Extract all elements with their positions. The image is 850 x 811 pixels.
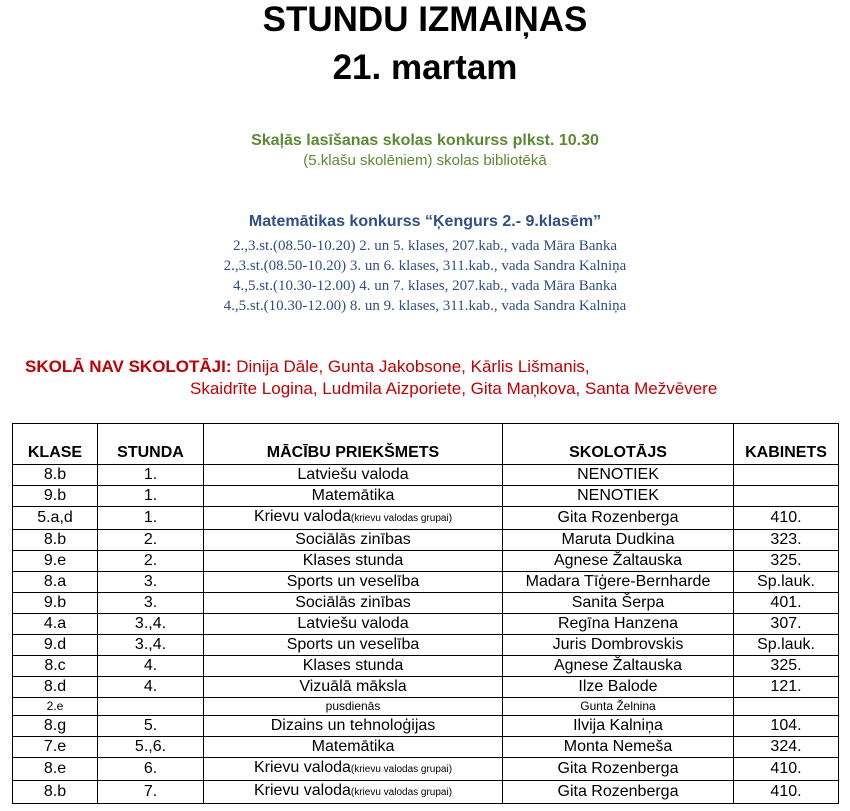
- cell-teacher: Agnese Žaltauska: [503, 551, 734, 572]
- subject-name: Sports un veselība: [286, 573, 420, 590]
- cell-subject: [204, 698, 503, 716]
- absent-teachers-line2: Skaidrīte Logina, Ludmila Aizporiete, Gita Maņkova, Santa Mežvēvere: [190, 379, 718, 398]
- cell-klase: 8.b: [13, 781, 98, 804]
- subject-name: Sociālās zinības: [295, 594, 411, 611]
- table-row: [13, 593, 839, 614]
- cell-room: 324.: [734, 737, 839, 758]
- cell-stunda: 5.: [98, 716, 204, 737]
- cell-subject: [204, 781, 503, 804]
- cell-teacher: Gunta Želnina: [503, 698, 734, 716]
- cell-teacher: Maruta Dudkina: [503, 530, 734, 551]
- cell-subject: [204, 572, 503, 593]
- cell-teacher: NENOTIEK: [503, 486, 734, 507]
- cell-teacher: Sanita Šerpa: [503, 593, 734, 614]
- table-row: [13, 486, 839, 507]
- cell-subject: [204, 737, 503, 758]
- table-row: [13, 530, 839, 551]
- cell-stunda: 5.,6.: [98, 737, 204, 758]
- subject-name: Klases stunda: [302, 657, 404, 674]
- header-subject: MĀCĪBU PRIEKŠMETS: [204, 424, 503, 465]
- cell-room: 325.: [734, 656, 839, 677]
- cell-klase: 9.e: [13, 551, 98, 572]
- table-body: [13, 465, 839, 804]
- reading-contest-details: (5.klašu skolēniem) skolas bibliotēkā: [303, 152, 547, 169]
- cell-stunda: 2.: [98, 530, 204, 551]
- table-row: [13, 465, 839, 486]
- cell-klase: 4.a: [13, 614, 98, 635]
- cell-room: Sp.lauk.: [734, 635, 839, 656]
- cell-subject: [204, 465, 503, 486]
- header-stunda: STUNDA: [98, 424, 204, 465]
- cell-room: [734, 698, 839, 716]
- header-klase: KLASE: [13, 424, 98, 465]
- reading-contest-title: Skaļās lasīšanas skolas konkurss plkst. 10.30: [251, 132, 599, 149]
- cell-stunda: 4.: [98, 656, 204, 677]
- cell-stunda: 2.: [98, 551, 204, 572]
- cell-teacher: Madara Tīģere-Bernharde: [503, 572, 734, 593]
- math-contest-title: Matemātikas konkurss “Ķengurs 2.- 9.klasēm”: [248, 213, 602, 230]
- subject-note: (krievu valodas grupai): [350, 513, 453, 524]
- cell-teacher: NENOTIEK: [503, 465, 734, 486]
- header-room: KABINETS: [734, 424, 839, 465]
- cell-room: 121.: [734, 677, 839, 698]
- cell-room: 410.: [734, 507, 839, 530]
- table-row: [13, 551, 839, 572]
- page-date: 21. martam: [332, 48, 518, 87]
- absent-teachers-names: Dinija Dāle, Gunta Jakobsone, Kārlis Lišmanis,: [231, 357, 590, 376]
- cell-stunda: 3.: [98, 593, 204, 614]
- subject-name: pusdienās: [325, 699, 381, 713]
- table-row: [13, 677, 839, 698]
- cell-teacher: Monta Nemeša: [503, 737, 734, 758]
- cell-subject: [204, 507, 503, 530]
- cell-klase: 8.b: [13, 530, 98, 551]
- cell-stunda: 1.: [98, 507, 204, 530]
- cell-room: 401.: [734, 593, 839, 614]
- cell-teacher: Ilze Balode: [503, 677, 734, 698]
- cell-klase: 8.d: [13, 677, 98, 698]
- subject-name: Sports un veselība: [286, 636, 420, 653]
- table-row: [13, 656, 839, 677]
- subject-name: Krievu valoda: [253, 759, 351, 776]
- cell-subject: [204, 635, 503, 656]
- subject-name: Dizains un tehnoloģijas: [270, 717, 436, 734]
- table-row: [13, 635, 839, 656]
- cell-teacher: Gita Rozenberga: [503, 758, 734, 781]
- cell-room: [734, 465, 839, 486]
- cell-klase: 5.a,d: [13, 507, 98, 530]
- cell-teacher: Gita Rozenberga: [503, 507, 734, 530]
- cell-stunda: 7.: [98, 781, 204, 804]
- cell-subject: [204, 530, 503, 551]
- table-row: [13, 698, 839, 716]
- header-teacher: SKOLOTĀJS: [503, 424, 734, 465]
- cell-subject: [204, 593, 503, 614]
- table-row: [13, 716, 839, 737]
- table-row: [13, 737, 839, 758]
- cell-room: Sp.lauk.: [734, 572, 839, 593]
- cell-teacher: Regīna Hanzena: [503, 614, 734, 635]
- subject-name: Vizuālā māksla: [299, 678, 407, 695]
- cell-subject: [204, 614, 503, 635]
- page-title: STUNDU IZMAIŅAS: [262, 0, 588, 39]
- subject-name: Krievu valoda: [253, 508, 351, 525]
- cell-klase: 7.e: [13, 737, 98, 758]
- subject-name: Latviešu valoda: [297, 466, 409, 483]
- subject-note: (krievu valodas grupai): [350, 764, 453, 775]
- cell-stunda: 1.: [98, 465, 204, 486]
- cell-subject: [204, 486, 503, 507]
- cell-stunda: 3.: [98, 572, 204, 593]
- cell-subject: [204, 758, 503, 781]
- subject-name: Krievu valoda: [253, 782, 351, 799]
- cell-subject: [204, 677, 503, 698]
- cell-klase: 8.c: [13, 656, 98, 677]
- subject-name: Klases stunda: [302, 552, 404, 569]
- cell-teacher: Juris Dombrovskis: [503, 635, 734, 656]
- cell-stunda: [98, 698, 204, 716]
- table-row: [13, 758, 839, 781]
- cell-room: 325.: [734, 551, 839, 572]
- cell-room: 410.: [734, 781, 839, 804]
- math-contest-line: 4.,5.st.(10.30-12.00) 4. un 7. klases, 207.kab., vada Māra Banka: [232, 278, 618, 294]
- cell-subject: [204, 551, 503, 572]
- table-row: [13, 781, 839, 804]
- cell-room: 323.: [734, 530, 839, 551]
- cell-room: 307.: [734, 614, 839, 635]
- cell-teacher: Agnese Žaltauska: [503, 656, 734, 677]
- cell-klase: 9.b: [13, 486, 98, 507]
- cell-teacher: Ilvija Kalniņa: [503, 716, 734, 737]
- cell-room: 104.: [734, 716, 839, 737]
- subject-name: Matemātika: [311, 487, 395, 504]
- cell-subject: [204, 656, 503, 677]
- math-contest-line: 2.,3.st.(08.50-10.20) 3. un 6. klases, 311.kab., vada Sandra Kalniņa: [223, 258, 627, 274]
- cell-teacher: Gita Rozenberga: [503, 781, 734, 804]
- cell-klase: 8.e: [13, 758, 98, 781]
- cell-stunda: 3.,4.: [98, 635, 204, 656]
- table-header-row: [13, 424, 839, 465]
- cell-stunda: 3.,4.: [98, 614, 204, 635]
- table-row: [13, 507, 839, 530]
- cell-room: 410.: [734, 758, 839, 781]
- math-contest-line: 4.,5.st.(10.30-12.00) 8. un 9. klases, 311.kab., vada Sandra Kalniņa: [223, 298, 627, 314]
- subject-name: Latviešu valoda: [297, 615, 409, 632]
- cell-klase: 9.b: [13, 593, 98, 614]
- cell-stunda: 6.: [98, 758, 204, 781]
- cell-klase: 8.a: [13, 572, 98, 593]
- cell-stunda: 4.: [98, 677, 204, 698]
- absent-teachers-label: SKOLĀ NAV SKOLOTĀJI:: [25, 357, 232, 376]
- cell-klase: 9.d: [13, 635, 98, 656]
- schedule-table: [12, 423, 839, 804]
- cell-stunda: 1.: [98, 486, 204, 507]
- absent-teachers-line1: [25, 356, 590, 378]
- math-contest-line: 2.,3.st.(08.50-10.20) 2. un 5. klases, 207.kab., vada Māra Banka: [232, 238, 618, 254]
- subject-name: Sociālās zinības: [295, 531, 411, 548]
- table-row: [13, 572, 839, 593]
- subject-note: (krievu valodas grupai): [350, 787, 453, 798]
- subject-name: Matemātika: [311, 738, 395, 755]
- cell-room: [734, 486, 839, 507]
- table-row: [13, 614, 839, 635]
- cell-subject: [204, 716, 503, 737]
- cell-klase: 2.e: [13, 698, 98, 716]
- cell-klase: 8.b: [13, 465, 98, 486]
- cell-klase: 8.g: [13, 716, 98, 737]
